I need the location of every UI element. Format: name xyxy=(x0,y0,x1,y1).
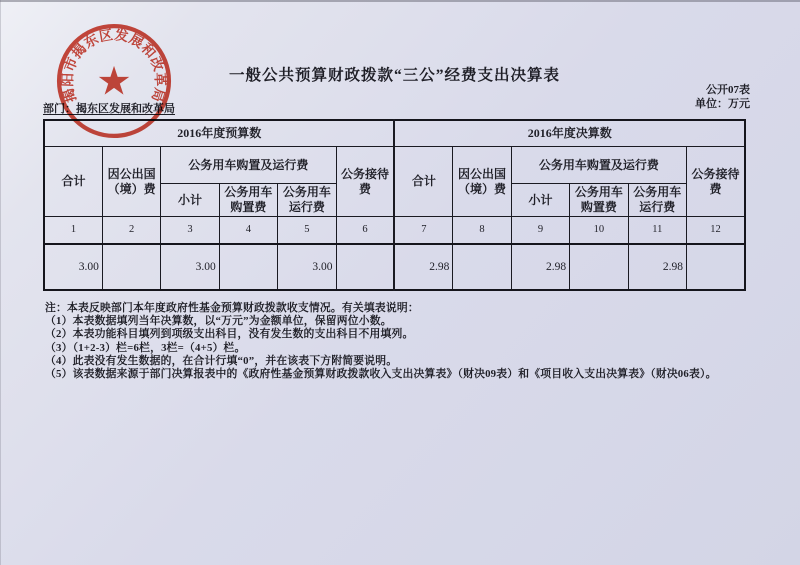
value-cell: 3.00 xyxy=(44,244,102,290)
value-cell xyxy=(453,244,511,290)
note-line: （3）（1+2-3）栏=6栏，3栏=（4+5）栏。 xyxy=(45,341,246,354)
final-purchase-header: 公务用车购置费 xyxy=(570,184,628,217)
stamp-arc-text: 揭阳市揭东区发展和改革局 xyxy=(60,27,168,105)
final-subtotal-header: 小计 xyxy=(511,184,569,217)
section-budget: 2016年度预算数 xyxy=(44,120,394,147)
value-cell xyxy=(219,244,277,290)
budget-purchase-header: 公务用车购置费 xyxy=(219,184,277,217)
note-line: （2）本表功能科目填列到项级支出科目，没有发生数的支出科目不用填列。 xyxy=(45,328,414,341)
scan-edge-top xyxy=(0,0,800,2)
col-number: 9 xyxy=(511,217,569,245)
col-number: 10 xyxy=(570,217,628,245)
value-cell: 2.98 xyxy=(628,244,686,290)
value-cell: 2.98 xyxy=(511,244,569,290)
value-cell: 2.98 xyxy=(394,244,452,290)
note-line: （5）该表数据来源于部门决算报表中的《政府性基金预算财政拨款收入支出决算表》（财决09表）和《项目收入支出决算表》（财决06表）。 xyxy=(45,368,717,381)
budget-operation-header: 公务用车运行费 xyxy=(278,184,336,217)
col-number: 4 xyxy=(219,217,277,245)
footnotes xyxy=(45,302,775,381)
col-number: 12 xyxy=(686,217,745,245)
col-number: 8 xyxy=(453,217,511,245)
form-code: 公开07表 xyxy=(706,84,750,96)
year-header-row xyxy=(44,120,745,147)
data-row xyxy=(44,244,745,290)
department-label: 部门：揭东区发展和改革局 xyxy=(43,103,175,115)
col-number: 3 xyxy=(161,217,219,245)
value-cell xyxy=(570,244,628,290)
expense-table-container xyxy=(43,119,746,291)
final-reception-header: 公务接待费 xyxy=(686,147,745,217)
budget-subtotal-header: 小计 xyxy=(161,184,219,217)
page-title: 一般公共预算财政拨款“三公”经费支出决算表 xyxy=(228,67,560,84)
budget-total-header: 合计 xyxy=(44,147,102,217)
expense-table xyxy=(43,119,746,291)
group-header-row xyxy=(44,147,745,184)
col-number: 11 xyxy=(628,217,686,245)
col-number: 6 xyxy=(336,217,394,245)
budget-reception-header: 公务接待费 xyxy=(336,147,394,217)
final-operation-header: 公务用车运行费 xyxy=(628,184,686,217)
section-final: 2016年度决算数 xyxy=(394,120,745,147)
col-number: 7 xyxy=(394,217,452,245)
final-vehicle-group-header: 公务用车购置及运行费 xyxy=(511,147,686,184)
note-line: （4）此表没有发生数据的，在合计行填“0”，并在该表下方附简要说明。 xyxy=(45,354,398,367)
scan-edge-left xyxy=(0,0,1,565)
col-number: 1 xyxy=(44,217,102,245)
final-abroad-header: 因公出国（境）费 xyxy=(453,147,511,217)
value-cell: 3.00 xyxy=(278,244,336,290)
note-line: （1）本表数据填列当年决算数，以“万元”为金额单位，保留两位小数。 xyxy=(45,315,392,328)
value-cell xyxy=(336,244,394,290)
col-number: 5 xyxy=(278,217,336,245)
form-meta xyxy=(695,83,750,111)
column-number-row xyxy=(44,217,745,245)
stamp-star-icon: ★ xyxy=(96,58,132,105)
value-cell: 3.00 xyxy=(161,244,219,290)
note-line: 注：本表反映部门本年度政府性基金预算财政拨款收支情况。有关填表说明： xyxy=(45,302,419,314)
col-number: 2 xyxy=(102,217,160,245)
final-total-header: 合计 xyxy=(394,147,452,217)
value-cell xyxy=(686,244,745,290)
budget-abroad-header: 因公出国（境）费 xyxy=(102,147,160,217)
value-cell xyxy=(102,244,160,290)
budget-vehicle-group-header: 公务用车购置及运行费 xyxy=(161,147,336,184)
unit-label: 单位：万元 xyxy=(695,98,750,110)
